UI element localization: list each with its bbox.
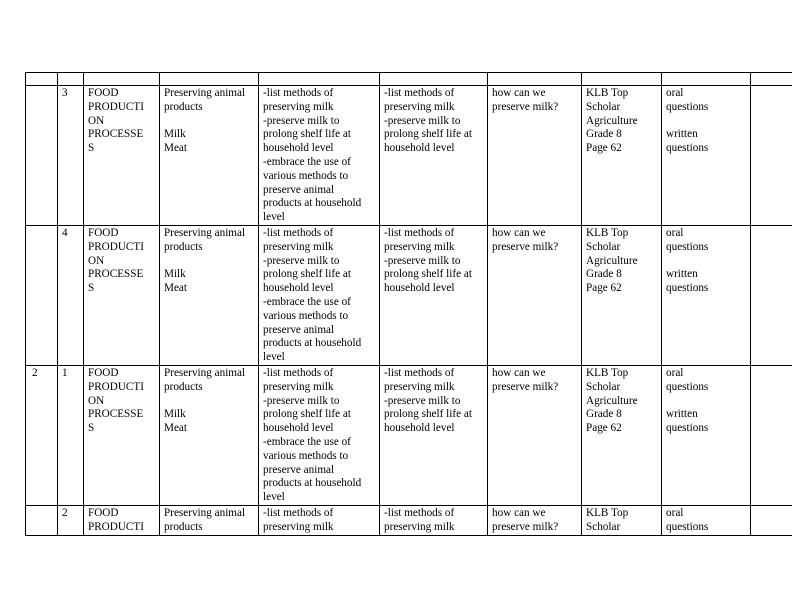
learning-experiences-cell: -list methods of preserving milk -preserve milk to prolong shelf life at household level — [380, 225, 488, 365]
learning-experiences-cell: -list methods of preserving milk -preserve milk to prolong shelf life at household level — [380, 86, 488, 226]
header-cell-lesson — [58, 73, 84, 86]
key-inquiry-cell: how can we preserve milk? — [488, 86, 582, 226]
header-cell-week — [26, 73, 58, 86]
learning-experiences-cell: -list methods of preserving milk — [380, 505, 488, 535]
sub-strand-cell: Preserving animal products Milk Meat — [160, 225, 259, 365]
sub-strand-cell: Preserving animal products — [160, 505, 259, 535]
learning-outcomes-cell: -list methods of preserving milk -preserve milk to prolong shelf life at household level -embrace the use of various methods to preserve animal products at household level — [259, 86, 380, 226]
lesson-cell: 2 — [58, 505, 84, 535]
week-cell — [26, 225, 58, 365]
table-row — [26, 86, 792, 226]
resources-cell: KLB Top Scholar Agriculture Grade 8 Page 62 — [582, 86, 662, 226]
key-inquiry-cell: how can we preserve milk? — [488, 225, 582, 365]
resources-cell: KLB Top Scholar — [582, 505, 662, 535]
lesson-cell: 4 — [58, 225, 84, 365]
strand-cell: FOOD PRODUCTI ON PROCESSE S — [84, 365, 160, 505]
learning-experiences-cell: -list methods of preserving milk -preserve milk to prolong shelf life at household level — [380, 365, 488, 505]
header-cell-learning-experiences — [380, 73, 488, 86]
scheme-of-work-table — [25, 72, 792, 536]
assessment-cell: oral questions written questions — [662, 225, 751, 365]
remarks-cell — [751, 86, 792, 226]
strand-cell: FOOD PRODUCTI — [84, 505, 160, 535]
key-inquiry-cell: how can we preserve milk? — [488, 365, 582, 505]
key-inquiry-cell: how can we preserve milk? — [488, 505, 582, 535]
assessment-cell: oral questions written questions — [662, 365, 751, 505]
strand-cell: FOOD PRODUCTI ON PROCESSE S — [84, 225, 160, 365]
header-cell-resources — [582, 73, 662, 86]
header-cell-assessment — [662, 73, 751, 86]
table-row — [26, 225, 792, 365]
remarks-cell — [751, 225, 792, 365]
lesson-cell: 3 — [58, 86, 84, 226]
resources-cell: KLB Top Scholar Agriculture Grade 8 Page 62 — [582, 225, 662, 365]
sub-strand-cell: Preserving animal products Milk Meat — [160, 365, 259, 505]
week-cell — [26, 86, 58, 226]
assessment-cell: oral questions written questions — [662, 86, 751, 226]
week-cell: 2 — [26, 365, 58, 505]
week-cell — [26, 505, 58, 535]
assessment-cell: oral questions — [662, 505, 751, 535]
strand-cell: FOOD PRODUCTI ON PROCESSE S — [84, 86, 160, 226]
lesson-cell: 1 — [58, 365, 84, 505]
remarks-cell — [751, 505, 792, 535]
learning-outcomes-cell: -list methods of preserving milk — [259, 505, 380, 535]
sub-strand-cell: Preserving animal products Milk Meat — [160, 86, 259, 226]
table-row — [26, 365, 792, 505]
header-cell-key-inquiry — [488, 73, 582, 86]
header-cell-strand — [84, 73, 160, 86]
header-cell-remarks — [751, 73, 792, 86]
resources-cell: KLB Top Scholar Agriculture Grade 8 Page 62 — [582, 365, 662, 505]
learning-outcomes-cell: -list methods of preserving milk -preserve milk to prolong shelf life at household level -embrace the use of various methods to preserve animal products at household level — [259, 365, 380, 505]
header-cell-sub-strand — [160, 73, 259, 86]
learning-outcomes-cell: -list methods of preserving milk -preserve milk to prolong shelf life at household level -embrace the use of various methods to preserve animal products at household level — [259, 225, 380, 365]
table-header-row — [26, 73, 792, 86]
remarks-cell — [751, 365, 792, 505]
table-row — [26, 505, 792, 535]
header-cell-learning-outcomes — [259, 73, 380, 86]
